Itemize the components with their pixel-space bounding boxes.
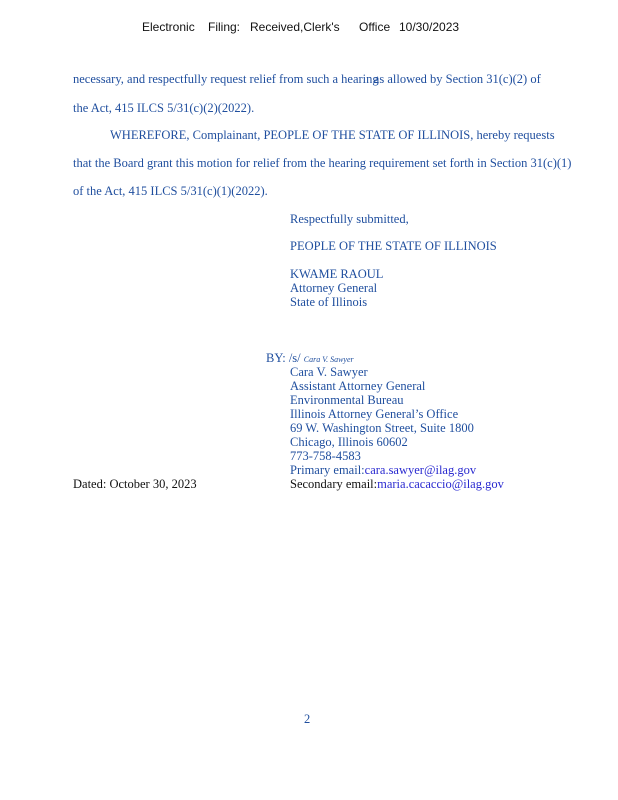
- secondary-email-label: Secondary email:: [290, 477, 378, 491]
- sig-by-slash: /s/: [288, 351, 301, 365]
- signature-script: Cara V. Sawyer: [303, 355, 354, 364]
- filing-header: [0, 20, 618, 36]
- sig-bureau: Environmental Bureau: [290, 393, 404, 407]
- header-received: Received,Clerk's: [250, 20, 340, 34]
- body-line-4: that the Board grant this motion for relief from the hearing requirement set forth in Section 31(c)(1): [73, 156, 572, 170]
- sig-phone: 773-758-4583: [290, 449, 361, 463]
- body-line-2: the Act, 415 ILCS 5/31(c)(2)(2022).: [73, 101, 255, 115]
- header-office: Office: [359, 20, 391, 34]
- sig-ag-title: Attorney General: [290, 281, 378, 295]
- header-date: 10/30/2023: [399, 20, 460, 34]
- body-line-5: of the Act, 415 ILCS 5/31(c)(1)(2022).: [73, 184, 268, 198]
- sig-by-label: BY:: [266, 351, 286, 365]
- body-line-1: [73, 72, 541, 87]
- body-line-1-b: as allowed by Section 31(c)(2) of: [373, 72, 541, 86]
- header-filing: Filing:: [208, 20, 241, 34]
- sig-secondary-email-line: [290, 477, 504, 491]
- sig-title: Assistant Attorney General: [290, 379, 426, 393]
- sig-closing: Respectfully submitted,: [290, 212, 409, 226]
- primary-email-link[interactable]: cara.sawyer@ilag.gov: [364, 463, 477, 477]
- sig-ag-state: State of Illinois: [290, 295, 368, 309]
- body-line-3: WHEREFORE, Complainant, PEOPLE OF THE STATE OF ILLINOIS, hereby requests: [110, 128, 555, 142]
- primary-email-label: Primary email:: [290, 463, 365, 477]
- header-electronic: Electronic: [142, 20, 195, 34]
- sig-by-line: [266, 351, 354, 366]
- secondary-email-link[interactable]: maria.cacaccio@ilag.gov: [377, 477, 504, 491]
- page-number: 2: [304, 712, 311, 726]
- body-line-1-a: necessary, and respectfully request relief from such a hearing: [73, 72, 379, 86]
- sig-office: Illinois Attorney General’s Office: [290, 407, 459, 421]
- sig-name: Cara V. Sawyer: [290, 365, 368, 379]
- sig-city: Chicago, Illinois 60602: [290, 435, 408, 449]
- sig-ag-name: KWAME RAOUL: [290, 267, 384, 281]
- sig-street: 69 W. Washington Street, Suite 1800: [290, 421, 474, 435]
- sig-primary-email-line: [290, 463, 476, 477]
- dated-line: Dated: October 30, 2023: [73, 477, 197, 491]
- sig-party: PEOPLE OF THE STATE OF ILLINOIS: [290, 239, 497, 253]
